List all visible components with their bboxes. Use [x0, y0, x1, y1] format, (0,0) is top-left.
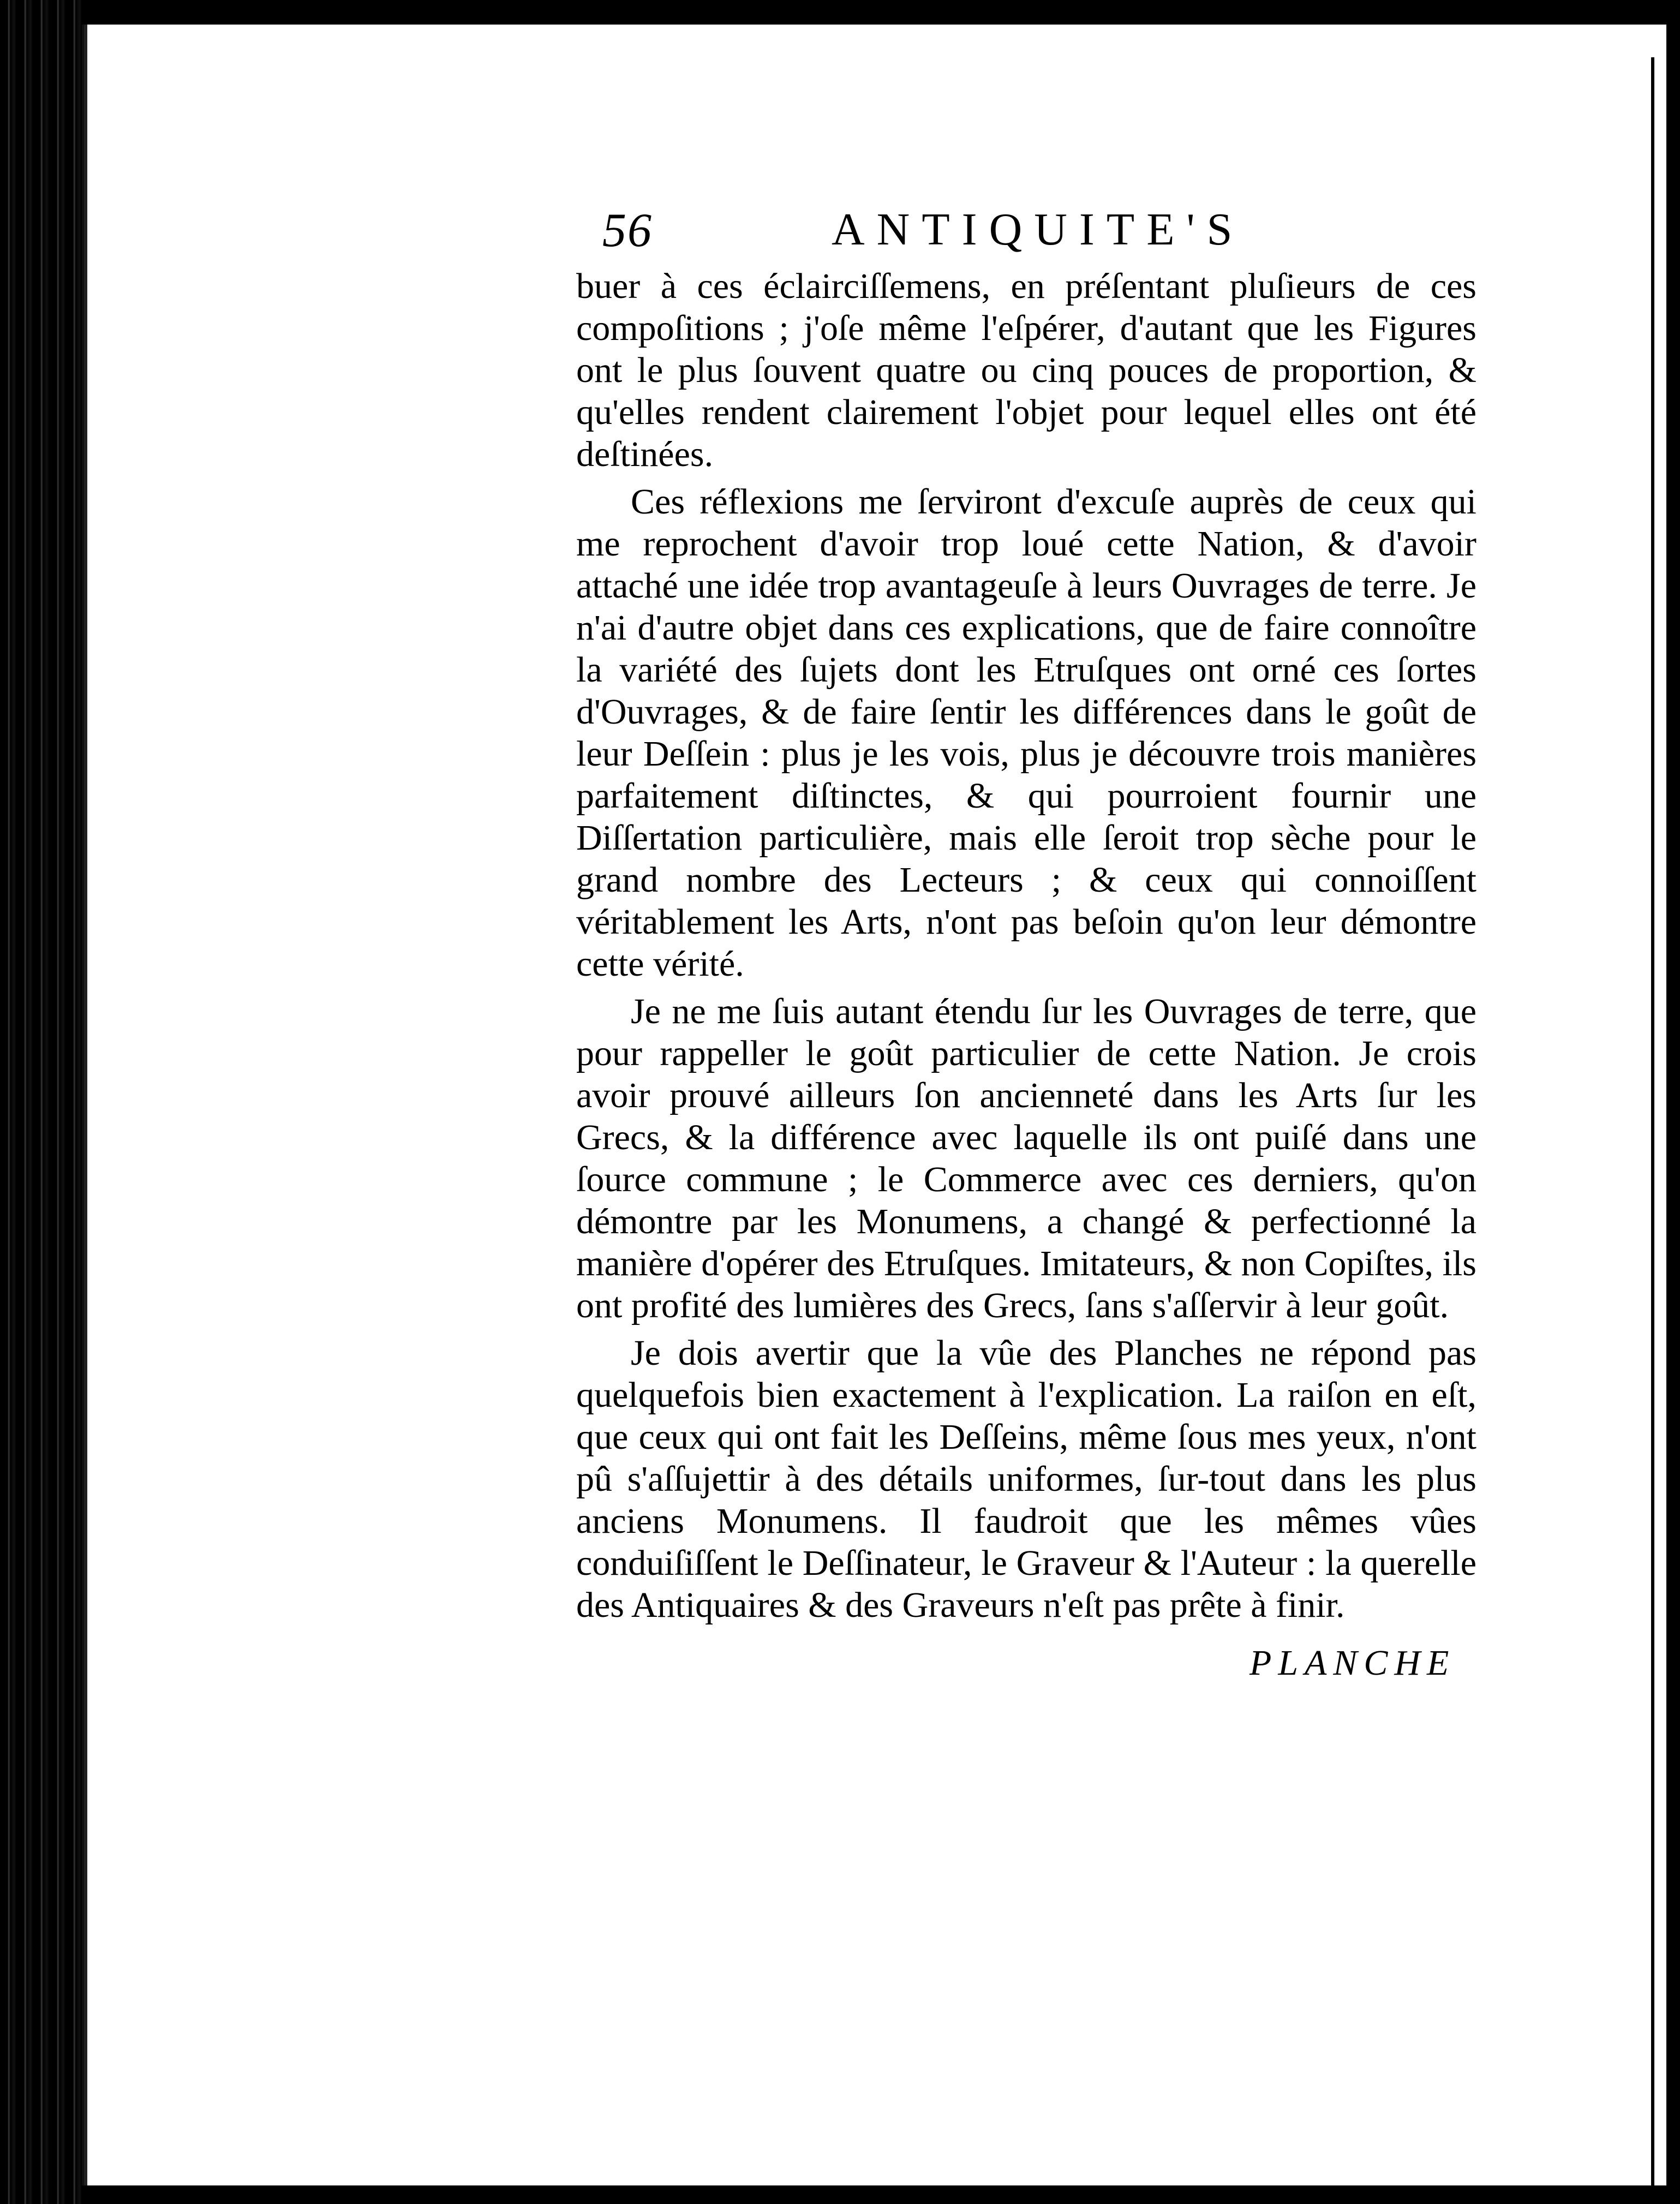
paragraph: Je ne me ſuis autant étendu ſur les Ouvrages de terre, que pour rappeller le goût particulier de cette Nation. Je crois avoir prouvé ailleurs ſon ancienneté dans les Arts ſur les Grecs, & la différence avec laquelle ils ont puiſé dans une ſource commune ; le Commerce avec ces derniers, qu'on démontre par les Monumens, a changé & perfectionné la manière d'opérer des Etruſques. Imitateurs, & non Copiſtes, ils ont profité des lumières des Grecs, ſans s'aſſervir à leur goût. [576, 991, 1476, 1325]
page-number: 56 [602, 204, 653, 257]
catchword: PLANCHE [1249, 1643, 1456, 1683]
paragraph: Ces réflexions me ſerviront d'excuſe auprès de ceux qui me reprochent d'avoir trop loué cette Nation, & d'avoir attaché une idée trop avantageuſe à leurs Ouvrages de terre. Je n'ai d'autre objet dans ces explications, que de faire connoître la variété des ſujets dont les Etruſques ont orné ces ſortes d'Ouvrages, & de faire ſentir les différences dans le goût de leur Deſſein : plus je les vois, plus je découvre trois manières parfaitement diſtinctes, & qui pourroient fournir une Diſſertation particulière, mais elle ſeroit trop sèche pour le grand nombre des Lecteurs ; & ceux qui connoiſſent véritablement les Arts, n'ont pas beſoin qu'on leur démontre cette vérité. [576, 482, 1476, 984]
book-binding-edge [0, 0, 82, 2204]
paragraph-continued: buer à ces éclairciſſemens, en préſentant pluſieurs de ces compoſitions ; j'oſe même l'eſpérer, d'autant que les Figures ont le plus ſouvent quatre ou cinq pouces de proportion, & qu'elles rendent clairement l'objet pour lequel elles ont été deſtinées. [576, 266, 1476, 474]
running-title: ANTIQUITE'S [832, 204, 1245, 255]
page-header [602, 203, 1470, 268]
body-text [576, 265, 1476, 1632]
paragraph: Je dois avertir que la vûe des Planches ne répond pas quelquefois bien exactement à l'explication. La raiſon en eſt, que ceux qui ont fait les Deſſeins, même ſous mes yeux, n'ont pû s'aſſujettir à des détails uniformes, ſur-tout dans les plus anciens Monumens. Il faudroit que les mêmes vûes conduiſiſſent le Deſſinateur, le Graveur & l'Auteur : la querelle des Antiquaires & des Graveurs n'eſt pas prête à finir. [576, 1333, 1476, 1625]
page-edge-shadow [1651, 57, 1654, 2202]
